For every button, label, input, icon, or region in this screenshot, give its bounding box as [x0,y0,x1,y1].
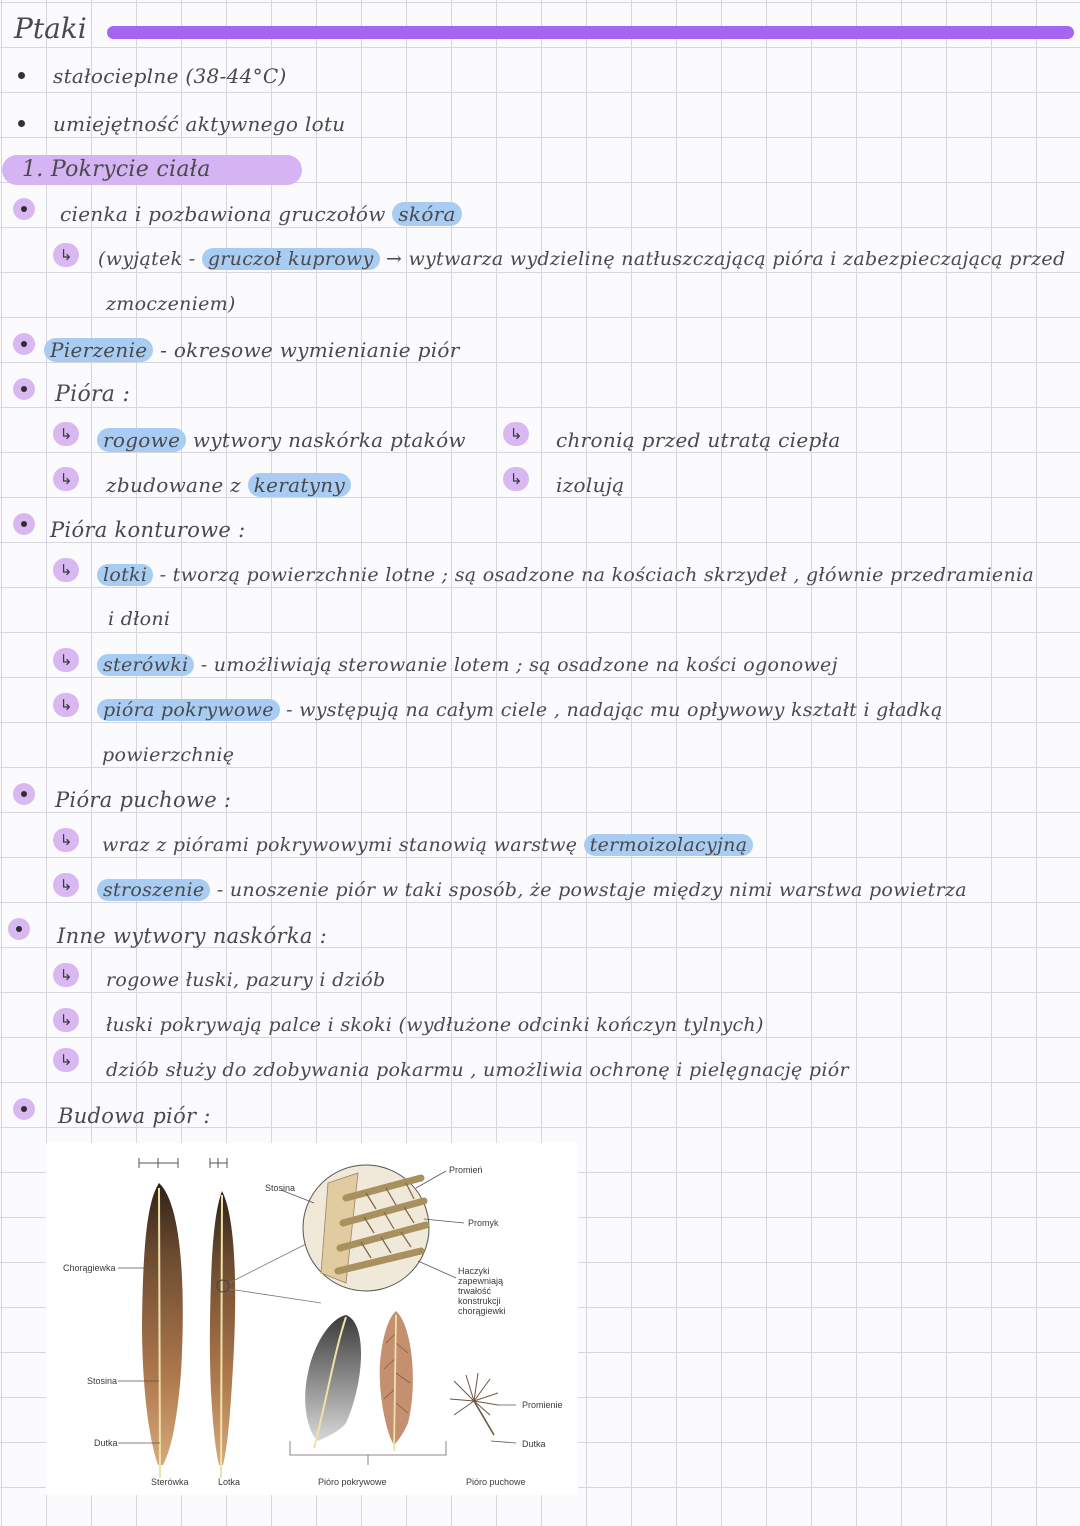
width-marks [139,1158,227,1168]
down-feather-illustration [450,1373,498,1435]
label-stosina-left: Stosina [87,1376,118,1386]
pokrywowe-continuation: powierzchnię [102,744,235,766]
magnified-barbs-illustration [303,1165,429,1291]
label-promyk: Promyk [468,1218,499,1228]
feathers-line-1 [97,428,466,452]
other-heading: Inne wytwory naskórka : [57,924,328,948]
label-promienie: Promienie [522,1400,563,1410]
intro-bullet-2 [18,120,25,127]
label-puchowe: Pióro puchowe [466,1477,526,1487]
exception-prefix: (wyjątek - [98,248,196,270]
thermo-highlight: termoizolacyjną [584,834,754,856]
feathers-keratin-highlight: rogowe [97,428,186,452]
down-line-2 [97,879,967,901]
lotki-text: - tworzą powierzchnie lotne ; są osadzone na kościach skrzydeł , głównie przedramienia [159,564,1035,586]
intro-bullet-1 [18,72,25,79]
bullet-molting [13,333,35,355]
label-haczyki-4: konstrukcji [458,1296,501,1306]
pokrywowe-highlight: pióra pokrywowe [97,699,280,721]
label-dutka-right: Dutka [522,1439,546,1449]
feather-diagram-panel [46,1143,578,1495]
tail-feather-illustration [142,1183,183,1478]
label-haczyki-1: Haczyki [458,1266,490,1276]
bullet-other [8,918,30,940]
arrow-icon: ↳ [53,422,79,446]
label-lotka: Lotka [218,1477,241,1487]
sterowki-text: - umożliwiają sterowanie lotem ; są osadzone na kości ogonowej [200,654,838,676]
down-heading: Pióra puchowe : [55,788,232,812]
stroszenie-text: - unoszenie piór w taki sposób, że powstaje między nimi warstwa powietrza [216,879,967,901]
sterowki-line [97,654,838,676]
covert-feather-illustration [305,1311,413,1451]
section-heading: 1. Pokrycie ciała [22,157,211,182]
intro-line-1: stałocieplne (38-44°C) [53,64,287,88]
molting-line [44,338,460,362]
label-haczyki-3: trwałość [458,1286,492,1296]
label-stosina-top: Stosina [265,1183,296,1193]
other-line-2: łuski pokrywają palce i skoki (wydłużone odcinki kończyn tylnych) [106,1014,764,1036]
exception-continuation: zmoczeniem) [106,293,236,315]
intro-line-2: umiejętność aktywnego lotu [53,112,346,136]
feathers-line-2-text: zbudowane z [106,473,242,497]
label-promien: Promień [449,1165,483,1175]
arrow-icon: ↳ [53,558,79,582]
bullet-down [13,783,35,805]
label-dutka-left: Dutka [94,1438,118,1448]
feather-diagram [46,1143,578,1495]
feathers-right-2: izolują [556,473,625,497]
title-underline [107,26,1074,39]
arrow-icon: ↳ [53,873,79,897]
arrow-icon: ↳ [53,828,79,852]
molting-highlight: Pierzenie [44,338,153,362]
exception-line [98,248,1065,270]
skin-line [60,202,462,226]
feathers-line-1-text: wytwory naskórka ptaków [192,428,466,452]
arrow-icon: ↳ [53,648,79,672]
down-line-1 [102,834,753,856]
label-pokrywowe: Pióro pokrywowe [318,1477,387,1487]
arrow-icon: ↳ [53,693,79,717]
skin-text: cienka i pozbawiona gruczołów [60,202,386,226]
structure-heading: Budowa piór : [58,1104,211,1128]
arrow-icon: ↳ [53,1008,79,1032]
arrow-icon: ↳ [503,422,529,446]
flight-feather-illustration [210,1191,235,1478]
pokrywowe-line [97,699,943,721]
skin-highlight: skóra [392,202,461,226]
lotki-highlight: lotki [97,564,153,586]
feathers-line-2 [106,473,351,497]
exception-text: wytwarza wydzielinę natłuszczającą pióra i zabezpieczającą przed [408,248,1066,270]
label-haczyki-2: zapewniają [458,1276,504,1286]
arrow-icon: ↳ [53,467,79,491]
exception-highlight: gruczoł kuprowy [202,248,380,270]
stroszenie-highlight: stroszenie [97,879,210,901]
pokrywowe-text: - występują na całym ciele , nadając mu opływowy kształt i gładką [286,699,943,721]
arrow-icon: ↳ [503,467,529,491]
bullet-skin [13,198,35,220]
keratin-highlight: keratyny [248,473,351,497]
right-arrow-icon: → [385,248,403,270]
page-title: Ptaki [14,12,87,45]
arrow-icon: ↳ [53,963,79,987]
label-choragiewka: Chorągiewka [63,1263,116,1273]
arrow-icon: ↳ [53,1048,79,1072]
other-line-1: rogowe łuski, pazury i dziób [106,969,386,991]
molting-text: - okresowe wymienianie piór [160,338,460,362]
down-line-1-text: wraz z piórami pokrywowymi stanowią warstwę [102,834,578,856]
other-line-3: dziób służy do zdobywania pokarmu , umożliwia ochronę i pielęgnację piór [106,1059,849,1081]
arrow-icon: ↳ [53,243,79,267]
label-haczyki-5: chorągiewki [458,1306,506,1316]
feathers-right-1: chronią przed utratą ciepła [556,428,841,452]
bullet-feathers [13,378,35,400]
bullet-structure [13,1098,35,1120]
sterowki-highlight: sterówki [97,654,194,676]
feathers-heading: Pióra : [55,382,131,407]
lotki-line [97,564,1034,586]
contour-heading: Pióra konturowe : [50,518,246,542]
label-sterowka: Sterówka [151,1477,189,1487]
bullet-contour [13,513,35,535]
lotki-continuation: i dłoni [108,608,171,630]
